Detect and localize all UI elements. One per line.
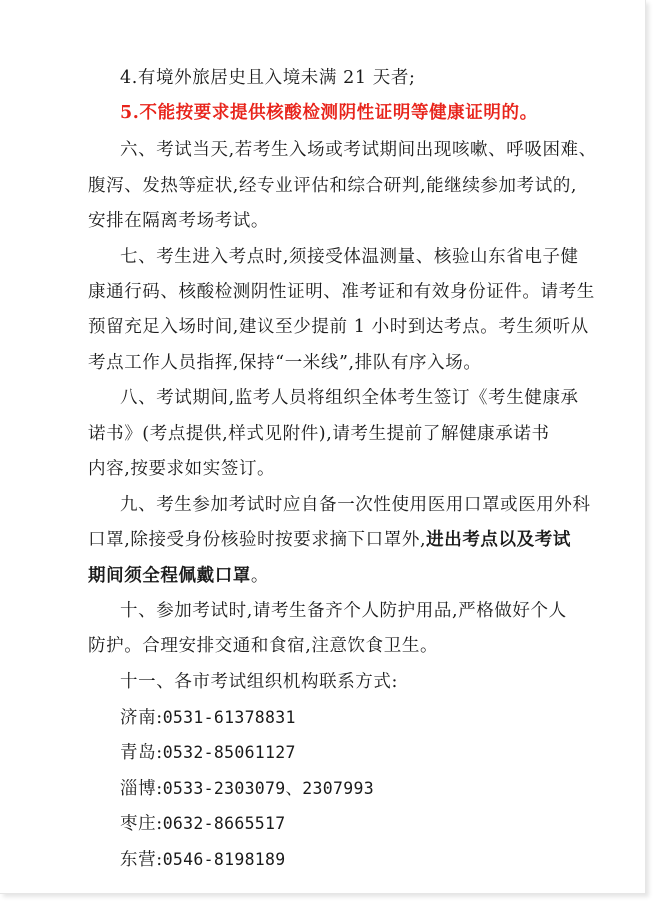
contact-city: 青岛: — [120, 743, 163, 763]
contact-row-qingdao — [120, 739, 296, 764]
item-5-highlighted: 5.不能按要求提供核酸检测阴性证明等健康证明的。 — [120, 103, 538, 123]
para-7-line-2: 康通行码、核酸检测阴性证明、准考证和有效身份证件。请考生 — [88, 282, 595, 302]
contact-row-zaozhuang — [120, 810, 286, 835]
para-9-line-2-emphasis: 进出考点以及考试 — [426, 530, 571, 550]
contact-city: 枣庄: — [120, 814, 163, 834]
para-6-line-2: 腹泻、发热等症状,经专业评估和综合研判,能继续参加考试的, — [88, 176, 578, 196]
para-7-line-3: 预留充足入场时间,建议至少提前 1 小时到达考点。考生须听从 — [88, 317, 589, 337]
para-8-line-3: 内容,按要求如实签订。 — [88, 459, 276, 479]
contact-city: 淄博: — [120, 779, 163, 799]
contact-phone: 0632-8665517 — [162, 814, 286, 833]
para-8-line-2: 诺书》(考点提供,样式见附件),请考生提前了解健康承诺书 — [88, 424, 550, 444]
para-9-line-3-emphasis: 期间须全程佩戴口罩 — [88, 566, 251, 586]
contact-phone: 0532-85061127 — [162, 743, 296, 762]
para-9-line-3-normal: 。 — [250, 566, 270, 586]
para-10-line-1: 十、参加考试时,请考生备齐个人防护用品,严格做好个人 — [120, 601, 567, 621]
contact-city: 济南: — [120, 708, 163, 728]
para-9-line-2 — [88, 526, 571, 551]
contact-phone: 0546-8198189 — [162, 850, 286, 869]
contact-phone: 0531-61378831 — [162, 708, 296, 727]
contact-phone: 0533-2303079、2307993 — [162, 779, 374, 798]
para-6-line-3: 安排在隔离考场考试。 — [88, 211, 269, 231]
para-7-line-1: 七、考生进入考点时,须接受体温测量、核验山东省电子健 — [120, 247, 579, 267]
para-10-line-2: 防护。合理安排交通和食宿,注意饮食卫生。 — [88, 636, 439, 656]
para-9-line-3 — [88, 562, 269, 587]
contact-city: 东营: — [120, 850, 163, 870]
para-6-line-1: 六、考试当天,若考生入场或考试期间出现咳嗽、呼吸困难、 — [120, 140, 597, 160]
contact-row-jinan — [120, 704, 296, 729]
para-11-heading: 十一、各市考试组织机构联系方式: — [120, 672, 398, 692]
para-9-line-2-normal: 口罩,除接受身份核验时按要求摘下口罩外, — [88, 530, 427, 550]
contact-row-zibo — [120, 775, 374, 800]
para-8-line-1: 八、考试期间,监考人员将组织全体考生签订《考生健康承 — [120, 388, 579, 408]
item-4: 4.有境外旅居史且入境未满 21 天者; — [120, 68, 416, 88]
contact-row-dongying — [120, 846, 286, 871]
para-7-line-4: 考点工作人员指挥,保持“一米线”,排队有序入场。 — [88, 353, 482, 373]
para-9-line-1: 九、考生参加考试时应自备一次性使用医用口罩或医用外科 — [120, 495, 591, 515]
